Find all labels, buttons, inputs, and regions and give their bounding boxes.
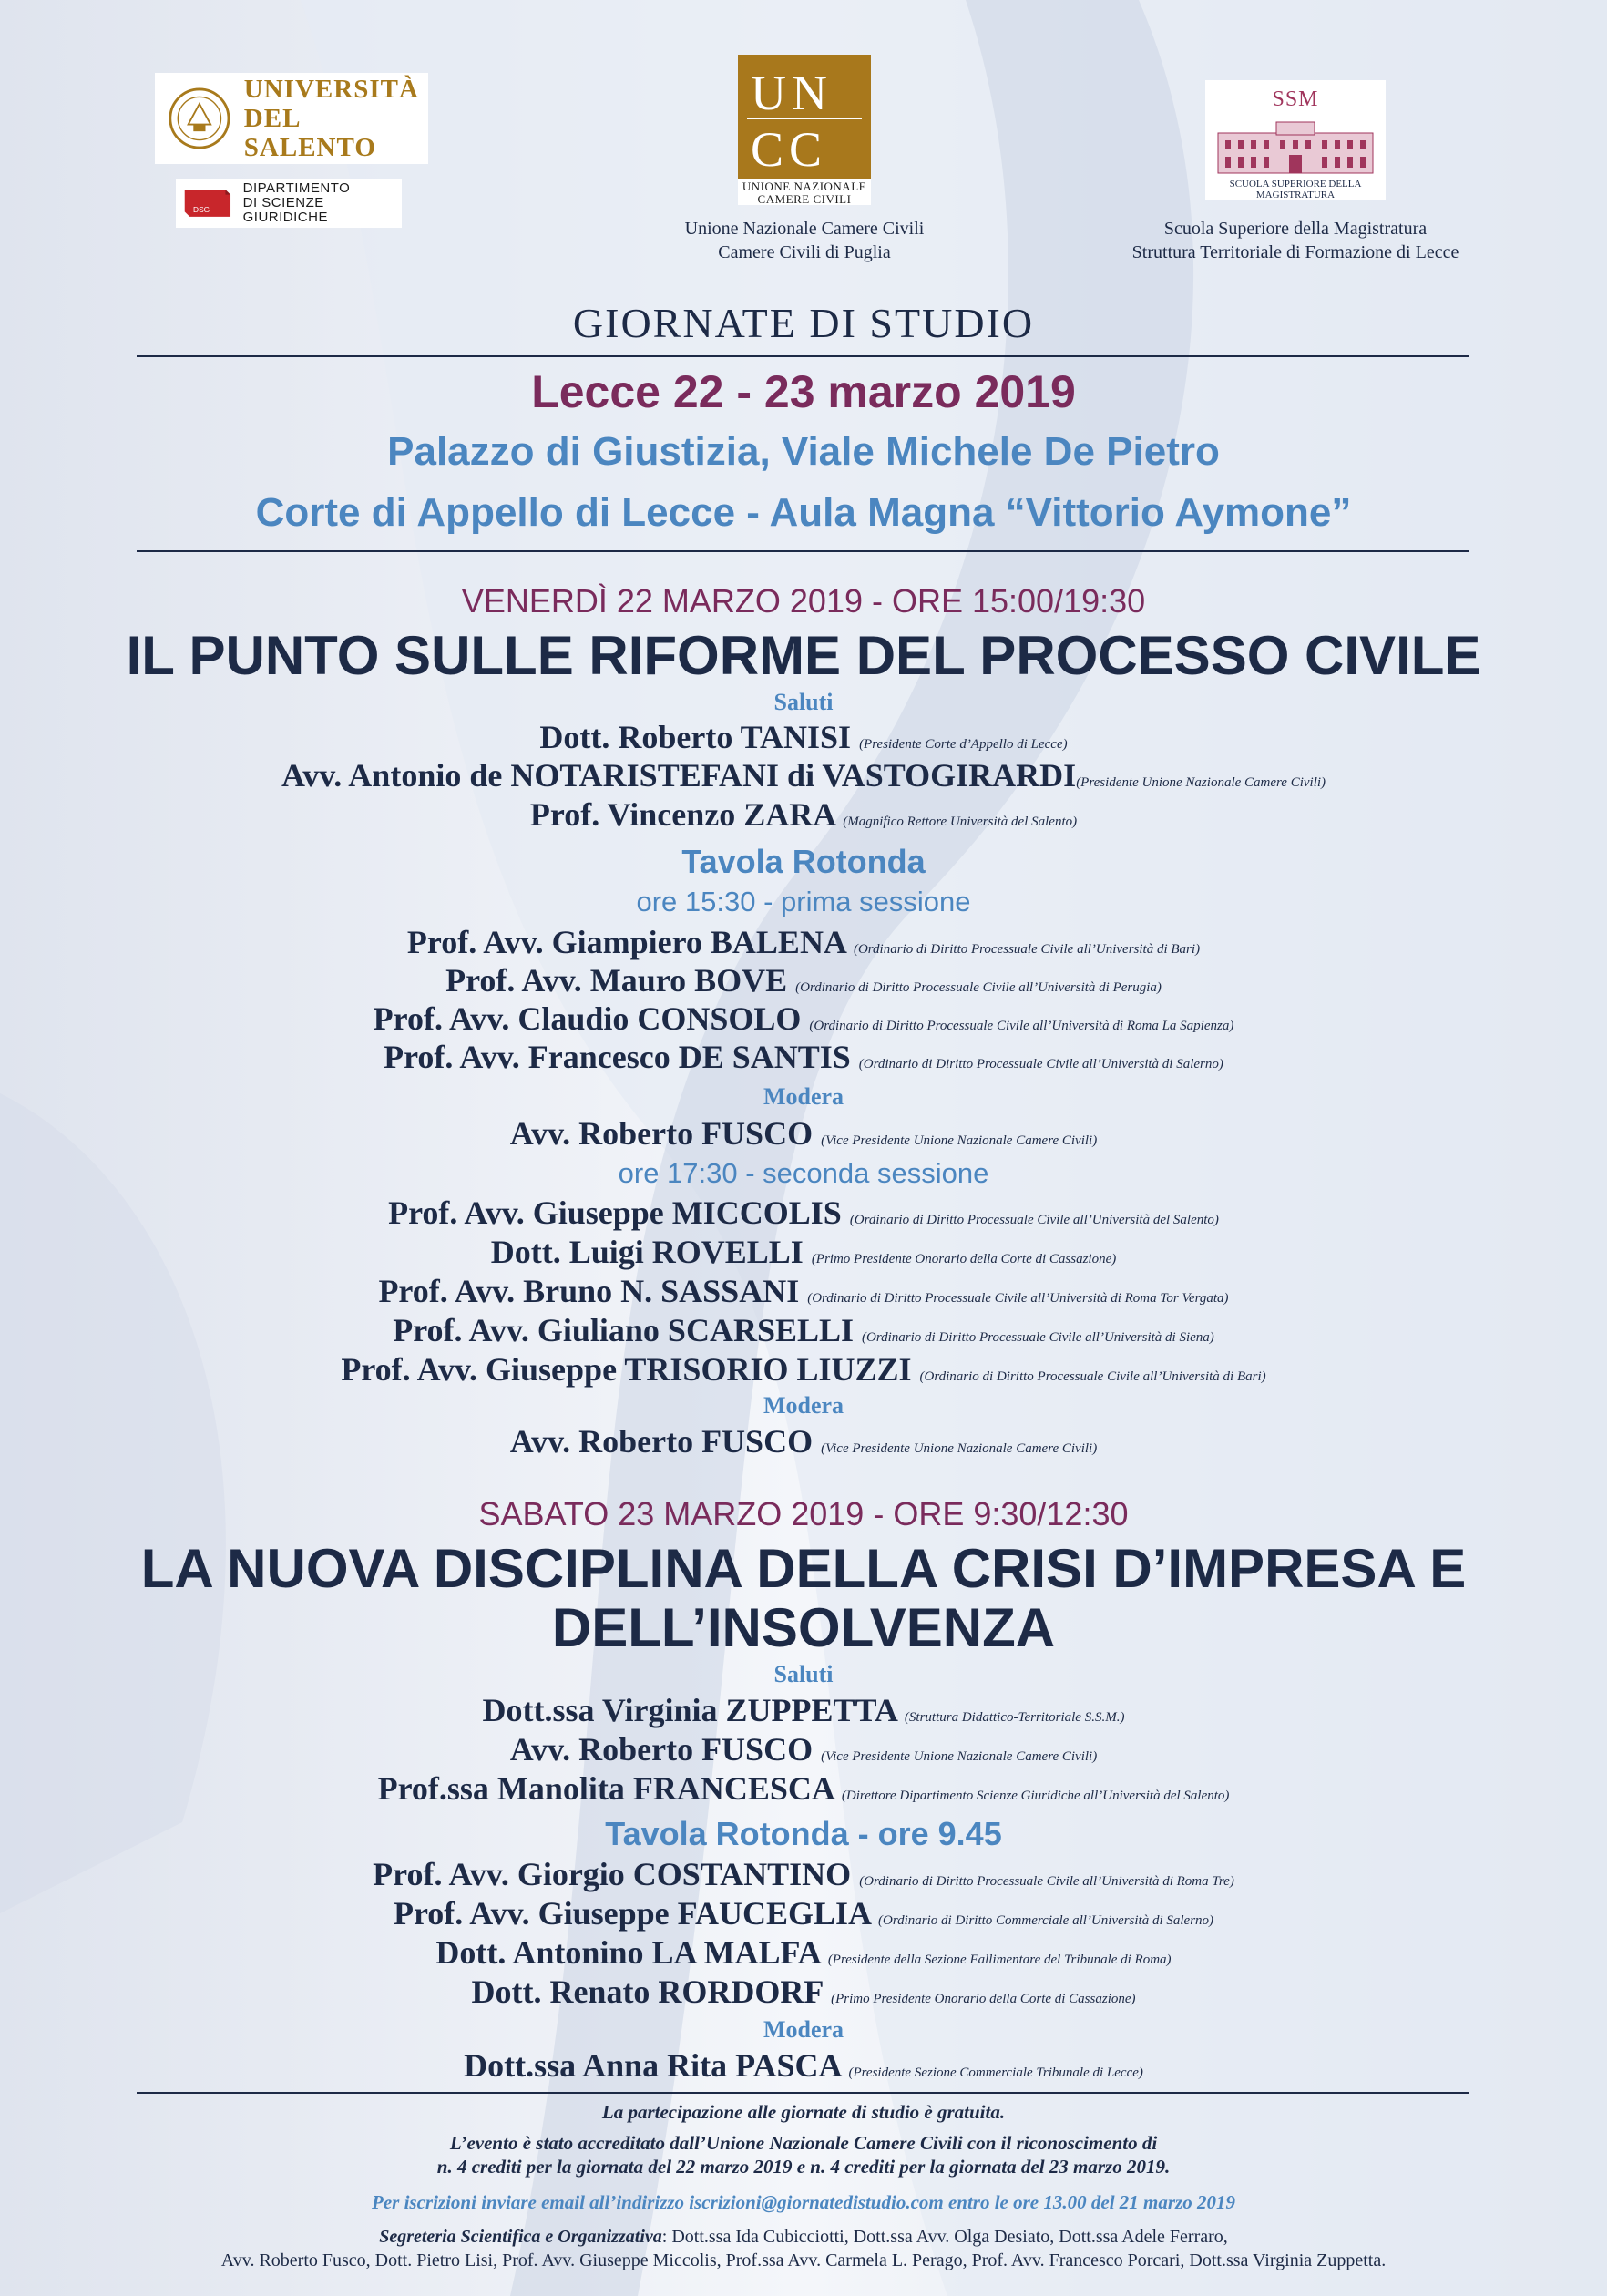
- footer-secretariat-line2: Avv. Roberto Fusco, Dott. Pietro Lisi, Prof. Avv. Giuseppe Miccolis, Prof.ssa Avv. Carmela L. Perago, Prof. Avv. Francesco Porcari, Dott.ssa Virginia Zuppetta.: [220, 2250, 1387, 2270]
- day1-title: IL PUNTO SULLE RIFORME DEL PROCESSO CIVILE: [126, 625, 1481, 686]
- moderator-line: [0, 2046, 1607, 2092]
- day2-saluti-label: Saluti: [773, 1661, 834, 1687]
- speaker-role: (Presidente della Sezione Fallimentare del Tribunale di Roma): [827, 1953, 1172, 1967]
- university-seal-icon: [168, 85, 231, 152]
- venue-line2: Corte di Appello di Lecce - Aula Magna “Vittorio Aymone”: [255, 490, 1352, 535]
- modera-label: Modera: [763, 1083, 844, 1110]
- title-divider: [137, 355, 1469, 357]
- day1-tavola-label: Tavola Rotonda: [681, 843, 926, 880]
- speaker-line: [0, 1038, 1607, 1083]
- day2-title-line2: DELL’INSOLVENZA: [551, 1597, 1056, 1658]
- dipartimento-logo: [176, 179, 402, 228]
- uncc-logo: [738, 55, 871, 205]
- speaker-role: (Struttura Didattico-Territoriale S.S.M.): [904, 1710, 1125, 1725]
- speaker-name: Dott. Luigi ROVELLI: [490, 1234, 804, 1270]
- speaker-role: (Primo Presidente Onorario della Corte di Cassazione): [831, 1992, 1136, 2006]
- footer-credits2: n. 4 crediti per la giornata del 22 marzo 2019 e n. 4 crediti per la giornata del 23 marzo 2019.: [436, 2156, 1171, 2178]
- speaker-name: Dott.ssa Virginia ZUPPETTA: [482, 1692, 896, 1728]
- speaker-role: (Ordinario di Diritto Processuale Civile all’Università di Roma Tre): [859, 1874, 1234, 1889]
- speaker-name: Prof. Avv. Giuseppe MICCOLIS: [388, 1194, 842, 1231]
- uncc-sub1: UNIONE NAZIONALE: [742, 179, 867, 193]
- moderator-line: [0, 1114, 1607, 1160]
- modera-label: Modera: [763, 2016, 844, 2043]
- day1-saluti-label: Saluti: [773, 689, 834, 715]
- day2-title-line1: LA NUOVA DISCIPLINA DELLA CRISI D’IMPRESA E: [140, 1538, 1467, 1599]
- speaker-role: (Primo Presidente Onorario della Corte di Cassazione): [811, 1252, 1117, 1266]
- speaker-name: Dott. Antonino LA MALFA: [435, 1934, 820, 1971]
- speaker-name: Avv. Roberto FUSCO: [509, 1731, 814, 1768]
- day2-tavola-label: Tavola Rotonda - ore 9.45: [605, 1815, 1002, 1852]
- session1-label: ore 15:30 - prima sessione: [636, 886, 971, 917]
- uncc-caption2: Camere Civili di Puglia: [718, 242, 891, 262]
- speaker-role: (Magnifico Rettore Università del Salento): [843, 815, 1078, 829]
- venue-line1: Palazzo di Giustizia, Viale Michele De Pietro: [387, 429, 1220, 474]
- speaker-line: [0, 1350, 1607, 1396]
- unisalento-name-line2: DEL SALENTO: [243, 104, 376, 162]
- speaker-line: [0, 795, 1607, 841]
- moderator-line: [0, 1422, 1607, 1468]
- speaker-role: (Ordinario di Diritto Processuale Civile all’Università del Salento): [849, 1213, 1219, 1227]
- uncc-caption1: Unione Nazionale Camere Civili: [684, 219, 925, 239]
- speaker-role: (Vice Presidente Unione Nazionale Camere Civili): [821, 1749, 1098, 1764]
- unisalento-logo: [155, 73, 428, 164]
- speaker-role: (Ordinario di Diritto Processuale Civile all’Università di Bari): [919, 1369, 1266, 1384]
- speaker-role: (Ordinario di Diritto Processuale Civile all’Università di Salerno): [858, 1057, 1223, 1071]
- modera-label: Modera: [763, 1392, 844, 1419]
- speaker-role: (Ordinario di Diritto Processuale Civile all’Università di Roma Tor Vergata): [807, 1291, 1229, 1306]
- speaker-name: Prof. Avv. Giorgio COSTANTINO: [373, 1856, 852, 1892]
- unisalento-name-line1: UNIVERSITÀ: [243, 75, 419, 104]
- speaker-name: Prof. Avv. Mauro BOVE: [445, 962, 788, 999]
- secretariat-names1: : Dott.ssa Ida Cubicciotti, Dott.ssa Avv. Olga Desiato, Dott.ssa Adele Ferraro,: [661, 2227, 1228, 2247]
- speaker-name: Prof. Avv. Giampiero BALENA: [406, 924, 845, 960]
- moderator-role: (Vice Presidente Unione Nazionale Camere Civili): [821, 1441, 1098, 1456]
- footer-secretariat-line1: [0, 2225, 1607, 2249]
- day1-date-time: VENERDÌ 22 MARZO 2019 - ORE 15:00/19:30: [461, 582, 1146, 620]
- speaker-name: Prof. Vincenzo ZARA: [529, 796, 835, 833]
- venue-divider: [137, 550, 1469, 552]
- dipartimento-line1: DIPARTIMENTO: [242, 180, 351, 196]
- speaker-name: Dott. Renato RORDORF: [471, 1973, 824, 2010]
- dipartimento-mark-text: DSG: [193, 205, 210, 215]
- ssm-caption: [1075, 217, 1516, 264]
- svg-text:CC: CC: [751, 122, 828, 177]
- speaker-name: Dott. Roberto TANISI: [539, 719, 852, 755]
- moderator-role: (Presidente Sezione Commerciale Tribunale di Lecce): [848, 2065, 1143, 2080]
- speaker-role: (Presidente Unione Nazionale Camere Civili): [1076, 775, 1326, 790]
- speaker-role: (Ordinario di Diritto Processuale Civile all’Università di Roma La Sapienza): [809, 1019, 1234, 1033]
- speaker-role: (Ordinario di Diritto Processuale Civile all’Università di Perugia): [795, 980, 1162, 995]
- palace-building-icon: [1214, 117, 1377, 177]
- speaker-line: [0, 1769, 1607, 1815]
- speaker-role: (Ordinario di Diritto Processuale Civile all’Università di Bari): [853, 942, 1201, 957]
- footer-registration: Per iscrizioni inviare email all’indirizzo iscrizioni@giornatedistudio.com entro le ore 13.00 del 21 marzo 2019: [372, 2191, 1235, 2213]
- speaker-name: Prof. Avv. Bruno N. SASSANI: [378, 1273, 800, 1309]
- moderator-name: Avv. Roberto FUSCO: [509, 1115, 814, 1152]
- speaker-name: Prof. Avv. Giuseppe FAUCEGLIA: [393, 1895, 871, 1932]
- speaker-name: Prof. Avv. Giuliano SCARSELLI: [393, 1312, 855, 1348]
- speaker-role: (Ordinario di Diritto Commerciale all’Università di Salerno): [878, 1913, 1214, 1928]
- uncc-sub2: CAMERE CIVILI: [757, 192, 852, 206]
- moderator-role: (Vice Presidente Unione Nazionale Camere Civili): [821, 1133, 1098, 1148]
- speaker-name: Avv. Antonio de NOTARISTEFANI di VASTOGIRARDI: [281, 757, 1077, 794]
- speaker-name: Prof. Avv. Claudio CONSOLO: [373, 1000, 802, 1037]
- footer-free: La partecipazione alle giornate di studio è gratuita.: [601, 2101, 1006, 2123]
- svg-text:UN: UN: [751, 66, 833, 120]
- speaker-name: Prof. Avv. Francesco DE SANTIS: [384, 1039, 851, 1075]
- footer-divider: [137, 2092, 1469, 2094]
- uncc-monogram-icon: [738, 55, 871, 179]
- dipartimento-line2: DI SCIENZE GIURIDICHE: [242, 195, 328, 225]
- speaker-name: Prof.ssa Manolita FRANCESCA: [377, 1770, 834, 1807]
- uncc-caption: [619, 217, 989, 264]
- speaker-name: Prof. Avv. Giuseppe TRISORIO LIUZZI: [341, 1351, 912, 1388]
- ssm-caption2: Struttura Territoriale di Formazione di Lecce: [1131, 242, 1459, 262]
- moderator-name: Avv. Roberto FUSCO: [509, 1423, 814, 1460]
- speaker-role: (Direttore Dipartimento Scienze Giuridiche all’Università del Salento): [841, 1789, 1230, 1803]
- footer-credits1: L’evento è stato accreditato dall’Unione Nazionale Camere Civili con il riconoscimento di: [449, 2132, 1158, 2154]
- ssm-logo: [1205, 80, 1386, 200]
- session2-label: ore 17:30 - seconda sessione: [618, 1157, 989, 1189]
- ssm-logo-caption: SCUOLA SUPERIORE DELLA MAGISTRATURA: [1229, 179, 1362, 200]
- moderator-name: Dott.ssa Anna Rita PASCA: [464, 2047, 841, 2084]
- page-title: GIORNATE DI STUDIO: [572, 300, 1035, 346]
- dipartimento-mark-icon: [181, 185, 236, 221]
- ssm-caption1: Scuola Superiore della Magistratura: [1163, 219, 1428, 239]
- speaker-role: (Presidente Corte d’Appello di Lecce): [859, 737, 1068, 752]
- ssm-name: SSM: [1272, 87, 1319, 111]
- speaker-line: [0, 1973, 1607, 2018]
- secretariat-label: Segreteria Scientifica e Organizzativa: [379, 2227, 662, 2247]
- event-dates: Lecce 22 - 23 marzo 2019: [531, 366, 1076, 417]
- day2-date-time: SABATO 23 MARZO 2019 - ORE 9:30/12:30: [478, 1495, 1129, 1532]
- speaker-role: (Ordinario di Diritto Processuale Civile all’Università di Siena): [862, 1330, 1214, 1345]
